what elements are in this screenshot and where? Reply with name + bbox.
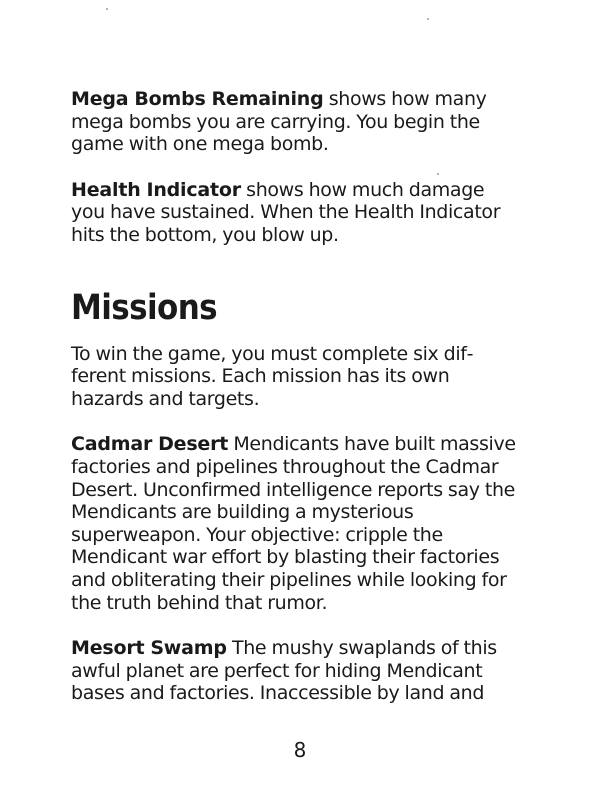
mega-bombs-term: Mega Bombs Remaining [71, 88, 324, 110]
scan-speck [106, 8, 108, 10]
health-indicator-description: shows how much damage you have sustained. When the Health Indicator hits the bottom, you blow up. [71, 178, 501, 246]
missions-intro-paragraph: To win the game, you must complete six different missions. Each mission has its own hazards and targets. [71, 342, 474, 410]
mesort-swamp-paragraph [71, 637, 521, 705]
manual-page-content [71, 88, 521, 705]
cadmar-desert-description: Mendicants have built massive factories and pipelines throughout the Cadmar Desert. Unconfirmed intelligence reports say the Mendicants are building a mysterious superweapon. Your objective: cripple the Mendicant war effort by blasting their factories and obliterating their pipelines while looking for the truth behind that rumor. [71, 433, 516, 614]
health-indicator-term: Health Indicator [71, 178, 241, 201]
mega-bombs-paragraph [71, 88, 521, 156]
cadmar-desert-term: Cadmar Desert [71, 433, 229, 456]
missions-heading: Missions [71, 287, 218, 328]
cadmar-desert-paragraph [71, 433, 521, 614]
mesort-swamp-description: The mushy swaplands of this awful planet are perfect for hiding Mendicant bases and factories. Inaccessible by land and [71, 637, 497, 705]
page-number: 8 [293, 738, 307, 762]
health-indicator-paragraph [71, 179, 521, 247]
scan-speck [427, 18, 429, 20]
mega-bombs-description: shows how many mega bombs you are carrying. You begin the game with one mega bomb. [71, 88, 487, 156]
mesort-swamp-term: Mesort Swamp [71, 637, 227, 660]
